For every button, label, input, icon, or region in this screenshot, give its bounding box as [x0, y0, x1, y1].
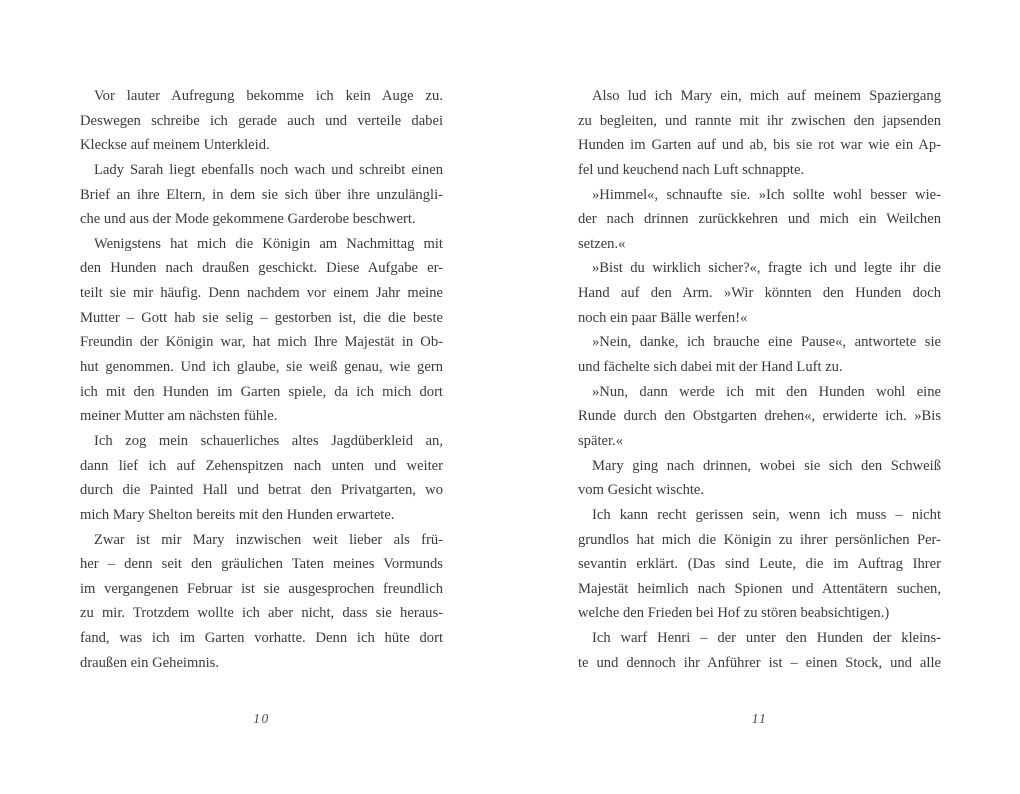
text-line: noch ein paar Bälle werfen!« — [578, 309, 748, 326]
text-line: zu begleiten, und rannte mit ihr zwischen den japsenden — [578, 112, 941, 129]
text-line: ich mit den Hunden im Garten spiele, da ich mich dort — [80, 383, 443, 400]
text-line: Runde durch den Obstgarten drehen«, erwiderte ich. »Bis — [578, 408, 941, 425]
text-line: sevantin erklärt. (Das sind Leute, die im Auftrag Ihrer — [578, 556, 941, 573]
text-line: »Nun, dann werde ich mit den Hunden wohl eine — [592, 383, 941, 400]
text-line: Wenigstens hat mich die Königin am Nachmittag mit — [94, 235, 443, 252]
text-line: im vergangenen Februar ist sie ausgesprochen freundlich — [80, 580, 443, 597]
text-line: und fächelte sich dabei mit der Hand Luft zu. — [578, 359, 843, 376]
text-line: Mary ging nach drinnen, wobei sie sich den Schweiß — [592, 457, 941, 474]
text-line: Brief an ihre Eltern, in dem sie sich über ihre unzulängli- — [80, 186, 443, 203]
text-line: vom Gesicht wischte. — [578, 482, 705, 499]
text-line: Deswegen schreibe ich gerade auch und verteile dabei — [80, 112, 443, 129]
text-line: zu mir. Trotzdem wollte ich aber nicht, dass sie heraus- — [80, 605, 443, 622]
text-line: her – denn seit den gräulichen Taten meines Vormunds — [80, 556, 443, 573]
text-line: fel und keuchend nach Luft schnappte. — [578, 161, 805, 178]
text-line: den Hunden nach draußen geschickt. Diese Aufgabe er- — [80, 260, 443, 277]
text-line: Also lud ich Mary ein, mich auf meinem Spaziergang — [592, 88, 941, 104]
text-line: welche den Frieden bei Hof zu stören beabsichtigen.) — [578, 605, 890, 622]
text-line: Hunden im Garten auf und ab, bis sie rot war wie ein Ap- — [578, 137, 941, 154]
page-left-text-block — [80, 84, 443, 675]
page-right-text-block — [578, 84, 941, 675]
text-line: fand, was ich im Garten vorhatte. Denn ich hüte dort — [80, 630, 443, 647]
text-line: »Himmel«, schnaufte sie. »Ich sollte wohl besser wie- — [592, 186, 941, 203]
text-line: setzen.« — [578, 235, 626, 252]
page-number-right: 11 — [751, 711, 768, 726]
text-line: te und dennoch ihr Anführer ist – einen Stock, und alle — [578, 654, 941, 671]
text-line: später.« — [578, 432, 623, 449]
text-line: mich Mary Shelton bereits mit den Hunden erwartete. — [80, 506, 395, 523]
text-line: che und aus der Mode gekommene Garderobe beschwert. — [80, 211, 416, 228]
text-line: Vor lauter Aufregung bekomme ich kein Auge zu. — [94, 88, 443, 104]
text-line: Ich zog mein schauerliches altes Jagdüberkleid an, — [94, 432, 443, 449]
text-line: der nach drinnen zurückkehren und mich ein Weilchen — [578, 211, 941, 228]
text-line: Lady Sarah liegt ebenfalls noch wach und schreibt einen — [94, 161, 443, 178]
text-line: Freundin der Königin war, hat mich Ihre Majestät in Ob- — [80, 334, 443, 351]
text-line: »Nein, danke, ich brauche eine Pause«, antwortete sie — [592, 334, 941, 351]
text-line: meiner Mutter am nächsten fühle. — [80, 408, 278, 425]
text-line: »Bist du wirklich sicher?«, fragte ich und legte ihr die — [592, 260, 941, 277]
text-line: Ich warf Henri – der unter den Hunden der kleins- — [592, 630, 941, 647]
text-line: Hand auf den Arm. »Wir könnten den Hunden doch — [578, 285, 941, 302]
text-line: hut genommen. Und ich glaube, sie weiß genau, wie gern — [80, 359, 443, 376]
text-line: Mutter – Gott hab sie selig – gestorben ist, die die beste — [80, 309, 443, 326]
text-line: durch die Painted Hall und betrat den Privatgarten, wo — [80, 482, 443, 499]
text-line: grundlos hat mich die Königin zu ihrer persönlichen Per- — [578, 531, 941, 548]
text-line: Majestät heimlich nach Spionen und Attentätern suchen, — [578, 580, 941, 597]
text-line: Ich kann recht gerissen sein, wenn ich muss – nicht — [592, 506, 941, 523]
text-line: Zwar ist mir Mary inzwischen weit lieber als frü- — [94, 531, 443, 548]
text-line: draußen ein Geheimnis. — [80, 654, 220, 671]
page-number-left: 10 — [253, 711, 270, 726]
text-line: teilt sie mir häufig. Denn nachdem vor einem Jahr meine — [80, 285, 443, 302]
text-line: Kleckse auf meinem Unterkleid. — [80, 137, 270, 154]
text-line: dann lief ich auf Zehenspitzen nach unten und weiter — [80, 457, 443, 474]
